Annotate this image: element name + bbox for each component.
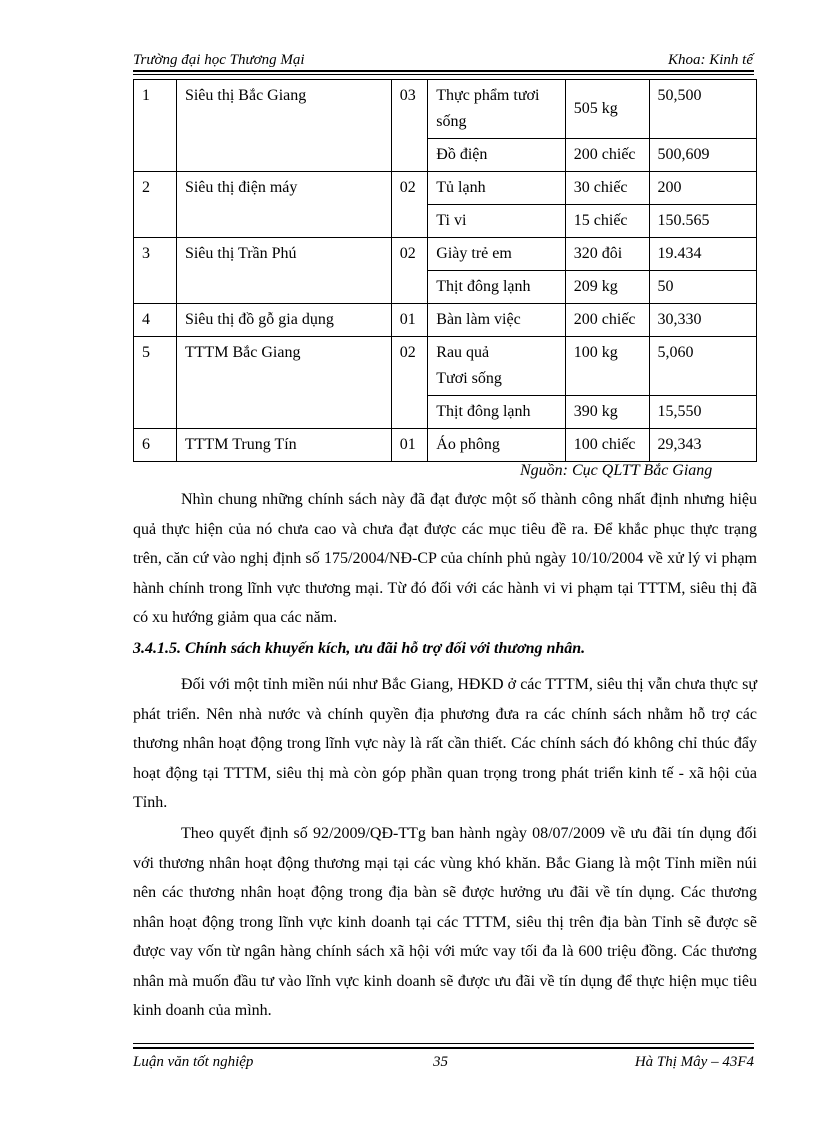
row-number: 2 (134, 172, 177, 238)
product-value: 19.434 (649, 238, 756, 271)
product-name: Bàn làm việc (428, 304, 565, 337)
footer-thesis: Luận văn tốt nghiệp (133, 1054, 254, 1070)
header-rule (133, 70, 754, 72)
product-value: 50,500 (649, 80, 756, 139)
product-name: Thịt đông lạnh (428, 271, 565, 304)
page-number: 35 (433, 1054, 448, 1070)
page-header (133, 48, 753, 72)
row-number: 5 (134, 337, 177, 429)
footer-rule-thin (133, 1043, 754, 1044)
product-quantity: 505 kg (565, 80, 649, 139)
row-number: 1 (134, 80, 177, 172)
footer-rule (133, 1047, 754, 1049)
store-count: 02 (391, 337, 428, 429)
product-name: Thực phẩm tươi sống (428, 80, 565, 139)
product-value: 15,550 (649, 396, 756, 429)
paragraph-policy: Đối với một tỉnh miền núi như Bắc Giang, HĐKD ở các TTTM, siêu thị vẫn chưa thực sự phát triển. Nên nhà nước và chính quyền địa phương đưa ra các chính sách nhằm hỗ trợ các thương nhân hoạt động trong lĩnh vực này là rất cần thiết. Các chính sách đó không chỉ thúc đẩy hoạt động tại TTTM, siêu thị mà còn góp phần quan trọng trong phát triển kinh tế - xã hội của Tỉnh. (133, 676, 757, 811)
product-name: Giày trẻ em (428, 238, 565, 271)
row-number: 4 (134, 304, 177, 337)
product-name: Ti vi (428, 205, 565, 238)
product-name: Tủ lạnh (428, 172, 565, 205)
store-name: Siêu thị điện máy (176, 172, 391, 238)
product-name (428, 337, 565, 396)
product-quantity: 15 chiếc (565, 205, 649, 238)
store-count: 01 (391, 304, 428, 337)
product-quantity: 200 chiếc (565, 139, 649, 172)
store-name: Siêu thị Bắc Giang (176, 80, 391, 172)
product-name-line1: Rau quả (436, 344, 490, 361)
header-school: Trường đại học Thương Mại (133, 52, 305, 68)
violations-table (133, 79, 757, 462)
store-name: TTTM Trung Tín (176, 429, 391, 462)
product-quantity: 390 kg (565, 396, 649, 429)
product-value: 30,330 (649, 304, 756, 337)
row-number: 6 (134, 429, 177, 462)
product-name-line2: Tươi sống (436, 370, 502, 387)
table-source: Nguồn: Cục QLTT Bắc Giang (520, 462, 713, 479)
table-row (134, 337, 757, 396)
product-quantity: 100 chiếc (565, 429, 649, 462)
table-row (134, 172, 757, 205)
product-quantity: 320 đôi (565, 238, 649, 271)
table-row (134, 238, 757, 271)
product-value: 150.565 (649, 205, 756, 238)
product-quantity: 30 chiếc (565, 172, 649, 205)
paragraph-summary: Nhìn chung những chính sách này đã đạt được một số thành công nhất định nhưng hiệu quả thực hiện của nó chưa cao và chưa đạt được các mục tiêu đề ra. Để khắc phục thực trạng trên, căn cứ vào nghị định số 175/2004/NĐ-CP của chính phủ ngày 10/10/2004 về xử lý vi phạm hành chính trong lĩnh vực thương mại. Từ đó đối với các hành vi vi phạm tại TTTM, siêu thị đã có xu hướng giảm qua các năm. (133, 491, 757, 626)
product-value: 50 (649, 271, 756, 304)
store-count: 03 (391, 80, 428, 172)
footer-author: Hà Thị Mây – 43F4 (634, 1054, 754, 1070)
product-quantity: 209 kg (565, 271, 649, 304)
header-rule-thin (133, 74, 754, 75)
store-count: 01 (391, 429, 428, 462)
section-heading: 3.4.1.5. Chính sách khuyến kích, ưu đãi hỗ trợ đối với thương nhân. (133, 640, 586, 657)
table-row (134, 304, 757, 337)
store-name: Siêu thị Trần Phú (176, 238, 391, 304)
store-count: 02 (391, 238, 428, 304)
product-name: Áo phông (428, 429, 565, 462)
header-faculty: Khoa: Kinh tế (668, 52, 753, 68)
store-count: 02 (391, 172, 428, 238)
row-number: 3 (134, 238, 177, 304)
store-name: TTTM Bắc Giang (176, 337, 391, 429)
product-quantity: 100 kg (565, 337, 649, 396)
product-name: Thịt đông lạnh (428, 396, 565, 429)
table-row (134, 80, 757, 139)
table-row (134, 429, 757, 462)
product-value: 5,060 (649, 337, 756, 396)
store-name: Siêu thị đồ gỗ gia dụng (176, 304, 391, 337)
product-quantity: 200 chiếc (565, 304, 649, 337)
product-value: 500,609 (649, 139, 756, 172)
product-value: 200 (649, 172, 756, 205)
product-value: 29,343 (649, 429, 756, 462)
product-name: Đồ điện (428, 139, 565, 172)
paragraph-credit: Theo quyết định số 92/2009/QĐ-TTg ban hành ngày 08/07/2009 về ưu đãi tín dụng đối với thương nhân hoạt động thương mại tại các vùng khó khăn. Bắc Giang là một Tỉnh miền núi nên các thương nhân hoạt động trong địa bàn sẽ được hưởng ưu đãi về tín dụng. Các thương nhân hoạt động trong lĩnh vực kinh doanh tại các TTTM, siêu thị trên địa bàn Tỉnh sẽ được sẽ được vay vốn từ ngân hàng chính sách xã hội với mức vay tối đa là 600 triệu đồng. Các thương nhân mà muốn đầu tư vào lĩnh vực kinh doanh sẽ được ưu đãi về tín dụng để thực hiện mục tiêu kinh doanh của mình. (133, 825, 757, 1019)
